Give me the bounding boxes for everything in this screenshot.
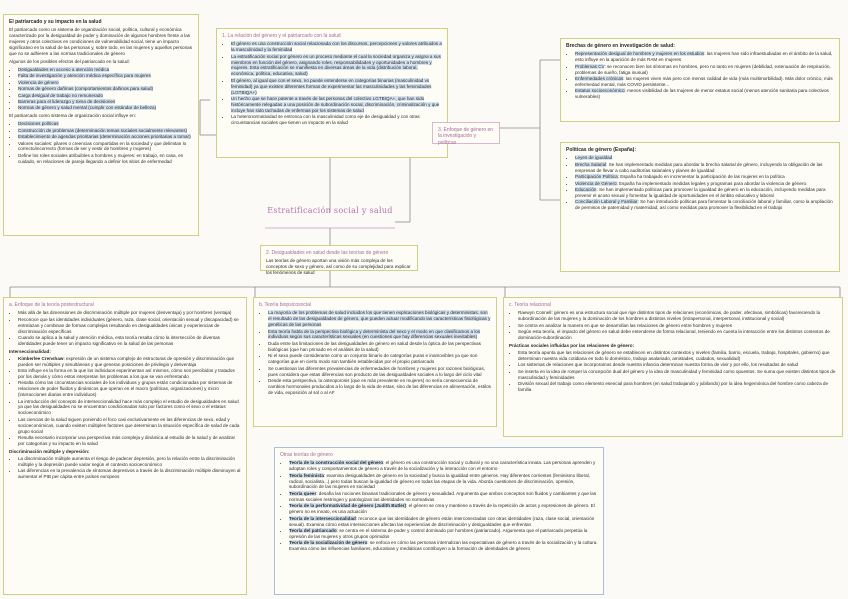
- list-item: • Teoría de la interseccionalidad: reconoce que las identidades de género están interconectadas con otras identidades (raza, clase social, orientación sexual). Examina cómo estas intersecciones afectan las experiencias de discriminación y desigualdades que enfrentan: [289, 516, 598, 528]
- list-item: • Leyes de igualdad: [575, 155, 834, 161]
- list-item: • Más allá de las dimensiones de discriminación múltiple por mujeres (desventaja) y por hombres (ventaja): [18, 310, 241, 316]
- note-subheading: Discriminación múltiple y depresión:: [9, 448, 90, 454]
- list-item: • Teoría de la performatividad de género (Judith Butler): el género se crea y mantiene a través de la repetición de actos y expresiones de género. El género no es innato, es una actuación: [289, 503, 598, 515]
- list-item: • Según esta teoría, el impacto del género en salud debe entenderse de forma relacional, teniendo en cuenta la interacción entre los distintos contextos de dominación-subordinación: [518, 329, 837, 341]
- effects-list: [9, 67, 193, 112]
- list-item: • Reconoce que las identidades individuales (género, raza, clase social, orientación sexual y discapacidad) se entrelazan y combinan de formas complejas resultando en desigualdades únicas y experiencias de discriminación específicas: [18, 317, 241, 335]
- list-item: • Problemas CV: se reconocen bien los síntomas en hombres, pero no tanto en mujeres (debilidad, extenuación de respiración, problemas de sueño, fatiga inusual): [575, 64, 834, 76]
- list-item: • Cuando se aplica a la salud y atención médica, esta teoría resalta cómo la intersección de diversas identidades puede tener un impacto significativo en la salud de las personas: [18, 335, 241, 347]
- note-title: a. Enfoque de la teoría postestructural: [9, 302, 94, 308]
- note-enfoque-genero: [432, 122, 500, 144]
- list-item: • Violencia de Género: España ha implementado medidas legales y programas para abordar la violencia de género.: [575, 181, 834, 187]
- note-paragraph: El patriarcado como un sistema de organización social, política, cultural y económica caracterizado por la desigualdad de poder y dominación de algunos hombres frente a las mujeres y otros colectivos en condiciones de vulnerabilidad social, tiene un impacto significativo en la salud de las personas y, sobre todo, en las mujeres y aquellos personas que no se adhieren a las normas tradicionales de género: [9, 27, 193, 56]
- list-item: • Kimberlee Crenshaw: expresión de un sistema complejo de estructuras de opresión y discriminación que pueden ser múltiples y simultáneas y que generan posiciones de privilegio y desventaja: [18, 356, 241, 368]
- note-list: [566, 155, 834, 211]
- list-item: • Establecimiento de agendas prioritarias (determinación acciones prioritarias a tomar): [18, 134, 193, 140]
- interseccionalidad-list: [9, 356, 241, 447]
- note-list: [9, 310, 241, 346]
- note-list: [259, 310, 491, 395]
- list-item: • Brecha Salarial: Se han implementado medidas para abordar la brecha salarial de género, incluyendo la obligación de las empresas de llevar a cabo auditorías salariales y planes de igualdad: [575, 162, 834, 174]
- list-item: • Teoría de la socialización de género: se enfoca en cómo las personas internalizan las expectativas de género a través de la socialización y la cultura. Examina cómo las influencias familiares, educativas y mediáticas contribuyen a la formación de identidades de género: [289, 540, 598, 552]
- list-item: • Teoría de la construcción social del género: el género es una construcción social y cultural y no una característica innata. Las personas aprenden y adoptan roles y comportamientos de género a través de la socialización y la interacción con el entorno: [289, 460, 598, 472]
- note-title: c. Teoría relacional: [509, 302, 551, 308]
- note-genero-patriarcado: [216, 28, 448, 158]
- influences-list: [9, 121, 193, 165]
- list-item: • Se centra en analizar la manera en que se desarrollan las relaciones de género entre hombres y mujeres: [518, 323, 837, 329]
- note-subheading: Interseccionalidad:: [9, 348, 51, 354]
- list-item: • Se cuestionan las diferentes prevalencias de enfermedades de hombres y mujeres por razones biológicas, pues considera que estas diferencias son producto de las desigualdades sociales a lo largo del ciclo vital: [268, 366, 491, 378]
- note-title: b. Teoría biopsicosocial: [259, 302, 311, 308]
- list-item: • División sexual del trabajo como elemento esencial para hombres (en salud trabajando y jubilando) por la idea hegemónica del hombre como cabeza de familia: [518, 381, 837, 393]
- note-otras-teorias: [274, 447, 604, 595]
- practices-list: [509, 350, 837, 393]
- note-list: [509, 310, 837, 341]
- list-item: • Barreras para el liderazgo y toma de decisiones: [18, 99, 193, 105]
- discriminacion-list: [9, 456, 241, 480]
- list-item: • La heteronormatividad se entronca con la masculinidad como eje de desigualdad y con otras circunstancias sociales que tienen un impacto en la salud: [231, 114, 442, 126]
- list-item: • Valores sociales: pilares o creencias compartidas en la sociedad y que delimitan lo correcto/incorrecto (formas de ser y vestir de hombres y mujeres): [18, 141, 193, 153]
- list-item: • Resulta necesario incorporar una perspectiva más compleja y dinámica al estudio de la salud y de analizar por categorías y su impacto en la salud: [18, 435, 241, 447]
- note-teoria-relacional: [503, 297, 843, 437]
- list-item: • Violencia de género: [18, 80, 193, 86]
- list-item: • Carga desigual de trabajo no remunerado: [18, 93, 193, 99]
- note-list: [280, 460, 598, 552]
- list-item: • Las diferencias en la prevalencia de síntomas depresivos a través de la discriminación múltiple disminuyen al aumentar el PIB per cápita entre países europeos: [18, 468, 241, 480]
- note-subheading: Algunos de los posibles efectos del patriarcado en la salud:: [9, 58, 130, 64]
- list-item: • Se inserta en la idea de romper la concepción dual del género y la idea de masculinidad y feminidad como opuestos. Se suma que existen distintos tipos de masculinidad y feminidades: [518, 369, 837, 381]
- note-title: 2. Desigualdades en salud desde las teorías de género: [266, 250, 389, 256]
- list-item: • Las ciencias de la salud siguen poniendo el foco casi exclusivamente en las diferencias de sexo, edad y socioeconómicas, cuando existen múltiples factores que determinan la situación específica de salud de cada grupo social: [18, 417, 241, 435]
- list-item: • Normas de género dañinas (comportamientos dañinos para salud): [18, 86, 193, 92]
- note-desigualdades: [260, 245, 418, 276]
- list-item: • Decisiones políticas: [18, 121, 193, 127]
- list-item: • La mayoría de los problemas de salud incluidos los que tienen explicaciones biológicas y deterministas, son el resultado de las desigualdades de género, que pueden actuar modificando las características fisiológicas y genéticas de las personas: [268, 310, 491, 328]
- list-item: • Los sistemas de relaciones que incorporamos desde nuestra infancia determinan nuestra forma de vivir y por ello, los resultados de salud: [518, 362, 837, 368]
- list-item: • La introducción del concepto de interseccionalidad hace más complejo el estudio de desigualdades en salud ya que las desigualdades no se encuentran condicionadas solo por factores como el sexo o el estatus socioeconómico: [18, 399, 241, 417]
- note-paragraph: Las teorías de género aportan una visión más compleja de los conceptos de sexo y género, así como de su complejidad para explicar los fenómenos de salud: [266, 258, 411, 276]
- list-item: • Enfermedades crónicas: las mujeres viven más pero con menos calidad de vida (más multimorbilidad). Más dolor crónico, más enfermedad mental, más COVID persistente...: [575, 76, 834, 88]
- list-item: • Teoría feminista: examina desigualdades de género en la sociedad y busca la igualdad entre géneros. Hay diferentes corrientes (feminismo liberal, radical, socialista...) pero todas buscan la igualdad de género en todas las etapas de la vida. Aborda cuestiones de discriminación, opresión, subordinación de las mujeres en sociedad: [289, 473, 598, 491]
- note-patriarcado: [3, 14, 199, 236]
- list-item: • La estratificación social por género es un proceso mediante el cual la sociedad organiza y asigna a sus miembros en función del género, asignando roles, responsabilidades y oportunidades a hombres y mujeres. Esta estratificación se manifiesta en diversas áreas de la vida (distribución laboral, económica, política, educativa, salud): [231, 54, 442, 78]
- list-item: • Desde esta perspectiva, la osteoporosis (que es más prevalente en mujeres) no sería consecuencia de cambios hormonales producidos a lo largo de la vida de estas, sino de las diferencias en alimentación, estilos de vida, exposición al sol o al AF: [268, 378, 491, 396]
- list-item: • Define los roles sociales atribuibles a hombres y mujeres: en trabajo, en casa, en cuidado, en relaciones de pareja llegando a definir los sitios de enfermedad: [18, 153, 193, 165]
- note-title: Brechas de género en investigación de salud:: [566, 43, 675, 49]
- list-item: • Educación: Se han implementado políticas para promover la igualdad de género en la educación, incluyendo medidas para prevenir el acoso sexual y fomentar la igualdad de oportunidades en el ámbito educativo y laboral: [575, 187, 834, 199]
- note-brechas-investigacion: [560, 38, 840, 122]
- list-item: • Duda entre las limitaciones de las desigualdades de género en salud desde la óptica de las perspectivas biológicas (que han primado en el análisis de la salud): [268, 341, 491, 353]
- list-item: • Normas de género y salud mental (cumplir con estándar de belleza): [18, 105, 193, 111]
- list-item: • Participación Política: España ha trabajado en incrementar la participación de las mujeres en la política: [575, 174, 834, 180]
- note-teoria-postestructural: [3, 297, 247, 595]
- note-title: 3. Enfoque de género en la investigación y políticas: [438, 127, 494, 146]
- list-item: • Esta teoría apunta que las relaciones de género se establecen en distintos contextos y niveles (familia, barrio, escuela, trabajo, hospitales, gobierno) que determinan nuestra vida cotidiana en todo lo doméstico, trabajo asalariado, amistades, cuidados, sexualidad): [518, 350, 837, 362]
- list-item: • Ni el sexo puede considerarse como un conjunto binario de categorías puras e inamovibles ya que son categorías que en cierto modo son también establecidas por el propio patriarcado: [268, 353, 491, 365]
- list-item: • El género es una construcción social relacionada con los discursos, percepciones y valores atribuidos a la masculinidad y la feminidad: [231, 41, 442, 53]
- note-politicas-genero: [560, 142, 840, 272]
- list-item: • Esto influye en la forma en la que los individuos experimentan así mismos, cómo son percibidos y tratados por los demás y cómo estos interpretan los problemas a los que se van enfrentando: [18, 368, 241, 380]
- note-title: 1. La relación del género y el patriarcado con la salud: [222, 33, 341, 39]
- list-item: • La discriminación múltiple aumenta el riesgo de padecer depresión, pero la relación entre la discriminación múltiple y la depresión puede variar según el contexto socioeconómico: [18, 456, 241, 468]
- note-title: Políticas de género (España):: [566, 147, 637, 153]
- note-subheading: El patriarcado como sistema de organización social influye en:: [9, 113, 136, 119]
- note-list: [566, 51, 834, 100]
- note-teoria-biopsicosocial: [253, 297, 497, 427]
- list-item: • El género, al igual que con el sexo, no puede entenderse en categorías binarias (masculinidad vs feminidad) ya que existen diferentes formas de experimentar las masculinidades y las feminidades (LGTBIQA+): [231, 78, 442, 96]
- list-item: • Falta de investigación y atención médica específica para mujeres: [18, 73, 193, 79]
- note-subheading: Prácticas sociales influidas por las relaciones de género:: [509, 342, 635, 348]
- list-item: • Esta teoría habla de la perspectiva biológica y determinista del sexo y el modo en que clasificamos a los individuos según sus características sexuales (en cuestiones que hay diferencias sexuales inevitables): [268, 329, 491, 341]
- list-item: • Representación desigual de hombres y mujeres en los estudios: las mujeres han sido infraestudiadas en el ámbito de la salud, esto influye en la aparición de más RAM en mujeres: [575, 51, 834, 63]
- list-item: • Raewyn Connell: género es una estructura social que rige distintos tipos de relaciones (económicas, de poder, afectivas, simbólicas) favoreciendo la subordinación de las mujeres y la dominación de los hombres a distintos niveles (intrapersonal, interpersonal, institucional y social): [518, 310, 837, 322]
- note-title: El patriarcado y su impacto en la salud: [9, 19, 102, 25]
- list-item: • Desigualdades en acceso a atención médica: [18, 67, 193, 73]
- list-item: • Conciliación Laboral y Familiar: Se han introducido políticas para fomentar la conciliación laboral y familiar, como la ampliación de permisos de paternidad y maternidad, así como medidas para promover la flexibilidad en el trabajo: [575, 199, 834, 211]
- list-item: • Teoría queer: desafía las nociones binarias tradicionales de género y sexualidad. Argumenta que ambos conceptos son fluidos y cambiantes y que las normas sociales restringen y patologizan las identidades no normativas: [289, 491, 598, 503]
- center-topic-title: Estratificación social y salud: [267, 206, 393, 215]
- note-list: [222, 41, 442, 126]
- list-item: • Teoría del patriarcado: se centra en el sistema de poder y control dominado por hombres (patriarcado). Argumenta que el patriarcado perpetúa la opresión de las mujeres y otros grupos oprimidos: [289, 528, 598, 540]
- list-item: • Construcción de problemas (determinación temas sociales socialmente relevantes): [18, 128, 193, 134]
- list-item: • Estatus socioeconómico: menos visibilidad de las mujeres de menor estatus social (menos atención sanitaria para colectivos vulnerables): [575, 88, 834, 100]
- list-item: • Un hecho que se hace patente a través de las personas del colectivo LGTBIQA+, que han sido históricamente relegadas a una posición de subordinación social, discriminación, criminalización y que incluye han sido tachadas de enfermas por los sistemas de salud: [231, 96, 442, 114]
- list-item: • Resalta cómo las circunstancias sociales de los individuos y grupos están condicionadas por sistemas de relaciones de poder fluidos y dinámicos que operan en el macro (políticas, organizaciones) y micro (interacciones diarias entre individuos): [18, 380, 241, 398]
- note-title: Otras teorías de género: [280, 452, 333, 458]
